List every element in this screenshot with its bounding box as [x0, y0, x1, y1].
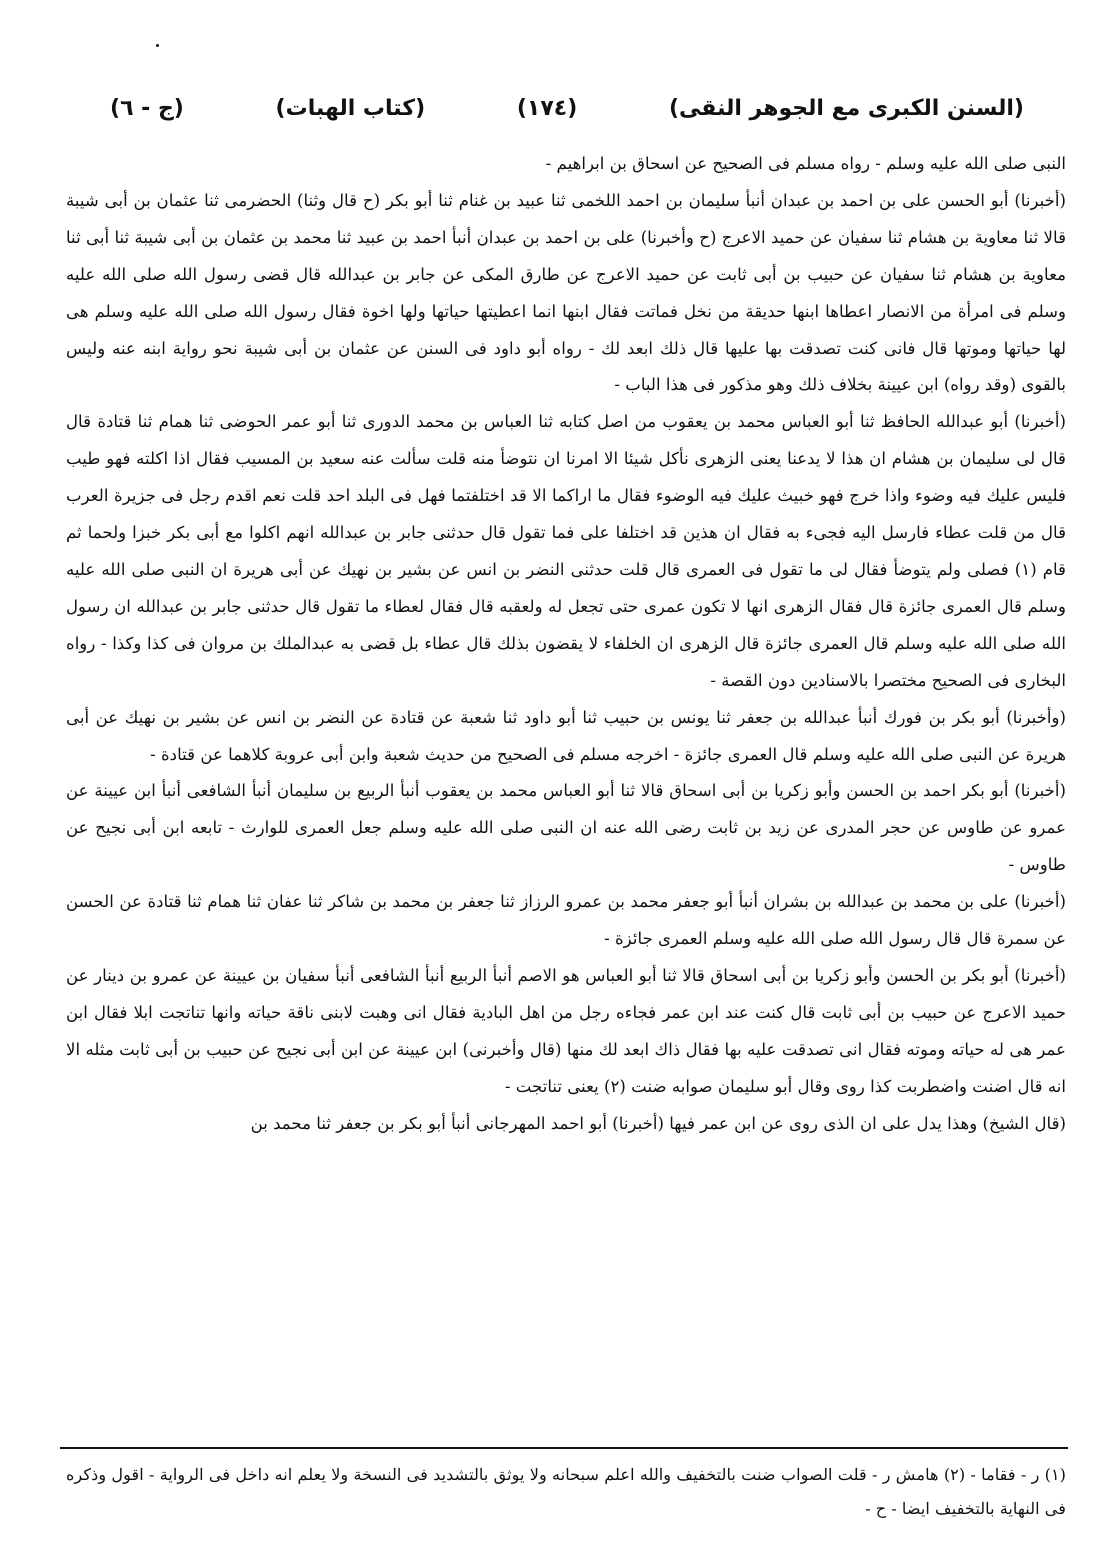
footnotes	[66, 1458, 1066, 1526]
paragraph: (أخبرنا) أبو بكر بن الحسن وأبو زكريا بن أبى اسحاق قالا ثنا أبو العباس هو الاصم أنبأ الربيع أنبأ الشافعى أنبأ سفيان بن عيينة عن عمرو بن دينار عن حميد الاعرج عن حبيب بن أبى ثابت قال كنت عند ابن عمر فجاءه رجل من اهل البادية فقال انى وهبت لابنى ناقة حياته وانها تناتجت ابلا فقال ابن عمر هى له حياته وموته فقال انى تصدقت عليه بها فقال ذاك ابعد لك منها (قال وأخبرنى) ابن عيينة عن ابن أبى نجيح عن حبيب بن أبى ثابت مثله الا انه قال اضنت واضطربت كذا روى وقال أبو سليمان صوابه ضنت (٢) يعنى تناتجت -	[66, 965, 1066, 1096]
paragraph: (قال الشيخ) وهذا يدل على ان الذى روى عن ابن عمر فيها (أخبرنا) أبو احمد المهرجانى أنبأ أبو بكر بن جعفر ثنا محمد بن	[250, 1113, 1066, 1133]
footnote-divider	[60, 1447, 1068, 1449]
scan-speck	[156, 44, 159, 47]
book-title: (السنن الكبرى مع الجوهر النقى)	[668, 95, 1024, 121]
paragraph: (أخبرنا) أبو بكر احمد بن الحسن وأبو زكريا بن أبى اسحاق قالا ثنا أبو العباس محمد بن يعقوب أنبأ الربيع بن سليمان أنبأ الشافعى أنبأ ابن عيينة عن عمرو عن طاوس عن حجر المدرى عن زيد بن ثابت رضى الله عنه ان النبى صلى الله عليه وسلم جعل العمرى للوارث - تابعه ابن أبى نجيح عن طاوس -	[66, 781, 1066, 875]
volume-label: (ج - ٦)	[110, 95, 184, 121]
footnote: (١) ر - فقاما - (٢) هامش ر - قلت الصواب ضنت بالتخفيف والله اعلم سبحانه ولا يوثق بالتشديد فى النسخة ولا يعلم انه داخل فى الرواية - اقول وذكره فى النهاية بالتخفيف ايضا - ح -	[66, 1465, 1066, 1518]
paragraph: النبى صلى الله عليه وسلم - رواه مسلم فى الصحيح عن اسحاق بن ابراهيم -	[545, 154, 1066, 173]
paragraph: (أخبرنا) على بن محمد بن عبدالله بن بشران أنبأ أبو جعفر محمد بن عمرو الرزاز ثنا جعفر بن محمد بن شاكر ثنا عفان ثنا همام ثنا قتادة عن الحسن عن سمرة قال قال رسول الله صلى الله عليه وسلم العمرى جائزة -	[66, 892, 1066, 949]
running-header	[110, 88, 1024, 128]
chapter-title: (كتاب الهبات)	[275, 95, 426, 121]
main-text	[66, 146, 1066, 1142]
paragraph: (أخبرنا) أبو عبدالله الحافظ ثنا أبو العباس محمد بن يعقوب من اصل كتابه ثنا العباس بن محمد الدورى ثنا أبو عمر الحوضى ثنا همام ثنا قتادة قال قال لى سليمان بن هشام ان هذا لا يدعنا يعنى الزهرى نأكل شيئا الا امرنا ان نتوضأ منه قلت سألت عنه سعيد بن المسيب فقال اذا اكلته فهو طيب فليس عليك فيه وضوء واذا خرج فهو خبيث عليك فيه الوضوء فقال ما اراكما الا قد اختلفتما فهل فى البلد احد قلت نعم اقدم رجل فى جزيرة العرب قال من قلت عطاء فارسل اليه فجىء به فقال ان هذين قد اختلفا على فما تقول قال حدثنى جابر بن عبدالله انهم اكلوا مع أبى بكر خبزا ولحما ثم قام (١) فصلى ولم يتوضأ فقال لى ما تقول فى العمرى قال قلت حدثنى النضر بن انس عن بشير بن نهيك عن أبى هريرة ان النبى صلى الله عليه وسلم قال العمرى جائزة قال فقال الزهرى انها لا تكون عمرى حتى تجعل له ولعقبه قال فقال لعطاء ما تقول قال حدثنى جابر بن عبدالله ان رسول الله صلى الله عليه وسلم قال العمرى جائزة قال الزهرى ان الخلفاء لا يقضون بذلك قال عطاء بل قضى به عبدالملك بن مروان فى كذا وكذا - رواه البخارى فى الصحيح مختصرا بالاسنادين دون القصة -	[66, 412, 1066, 690]
paragraph: (وأخبرنا) أبو بكر بن فورك أنبأ عبدالله بن جعفر ثنا يونس بن حبيب ثنا أبو داود ثنا شعبة عن قتادة عن النضر بن انس عن بشير بن نهيك عن أبى هريرة عن النبى صلى الله عليه وسلم قال العمرى جائزة - اخرجه مسلم فى الصحيح من حديث شعبة وابن أبى عروبة كلاهما عن قتادة -	[66, 707, 1066, 764]
paragraph: (أخبرنا) أبو الحسن على بن احمد بن عبدان أنبأ سليمان بن احمد اللخمى ثنا عبيد بن غنام ثنا أبو بكر (ح قال وثنا) الحضرمى ثنا عثمان بن أبى شيبة قالا ثنا معاوية بن هشام ثنا سفيان عن حميد الاعرج (ح وأخبرنا) على بن احمد بن عبدان أنبأ احمد بن عبيد ثنا محمد بن عثمان بن أبى شيبة ثنا أبى ثنا معاوية بن هشام ثنا سفيان عن حبيب بن أبى ثابت عن حميد الاعرج عن طارق المكى عن جابر بن عبدالله قال قضى رسول الله صلى الله عليه وسلم فى امرأة من الانصار اعطاها ابنها حديقة من نخل فماتت فقال ابنها انما اعطيتها حياتها ولها اخوة فقال رسول الله صلى الله عليه وسلم هى لها حياتها وموتها قال فانى كنت تصدقت بها عليها قال ذلك ابعد لك - رواه أبو داود فى السنن عن عثمان بن أبى شيبة نحو رواية ابنه عنه وليس بالقوى (وقد رواه) ابن عيينة بخلاف ذلك وهو مذكور فى هذا الباب -	[66, 190, 1066, 395]
page-number: (١٧٤)	[516, 95, 578, 121]
